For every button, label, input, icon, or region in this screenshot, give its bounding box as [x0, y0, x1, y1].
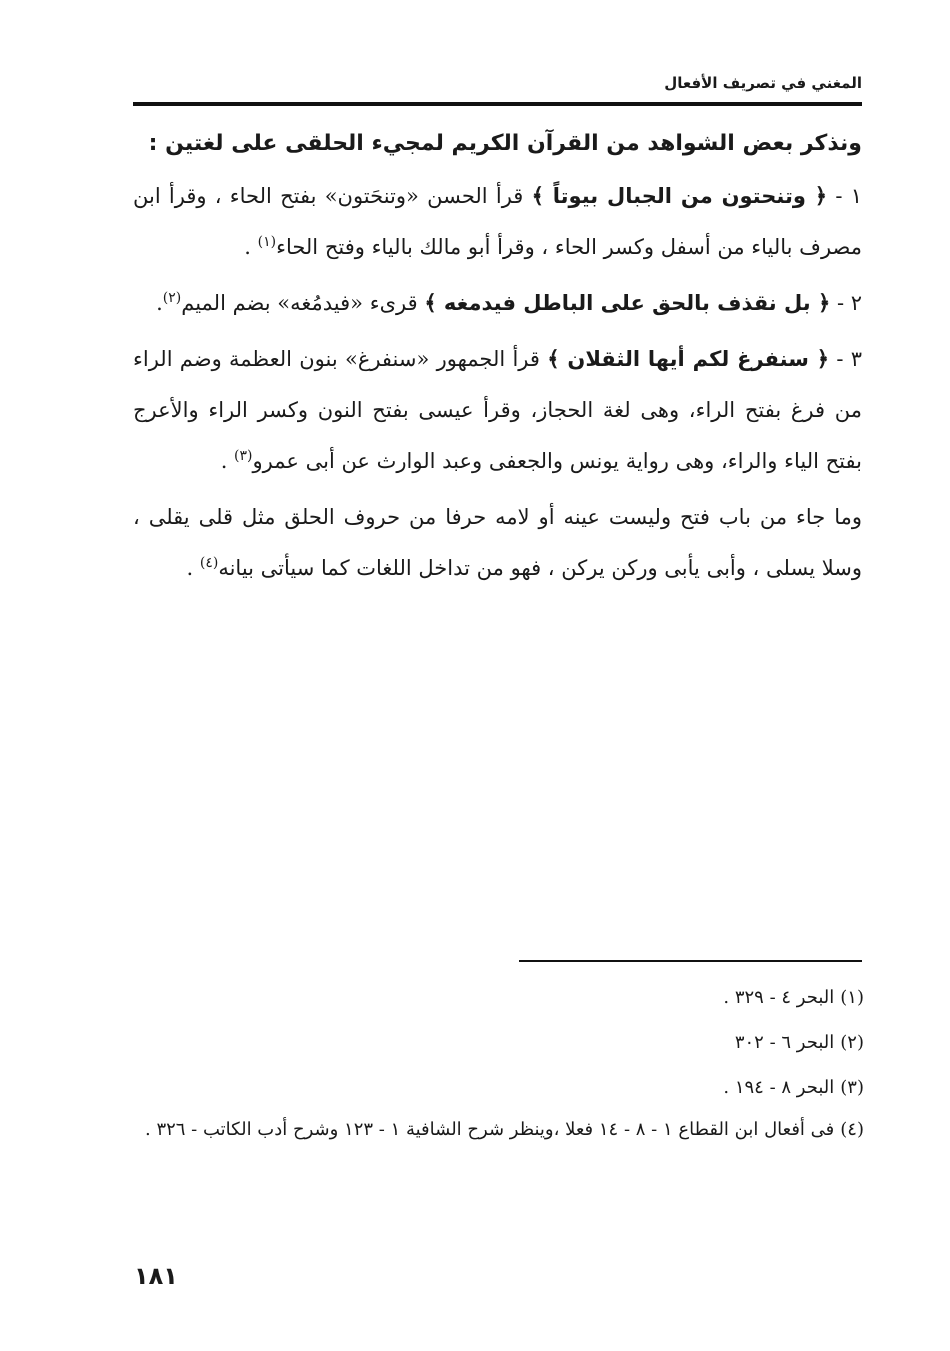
footnote-separator [519, 960, 862, 962]
footnote-reference[interactable]: (٢) [162, 290, 182, 306]
quran-verse: ﴿ بل نقذف بالحق على الباطل فيدمغه ﴾ [424, 291, 831, 315]
footnote-mark: (٤) [840, 1119, 864, 1140]
list-item [133, 171, 862, 273]
header-rule [133, 102, 862, 106]
footnote-text: البحر ٤ - ٣٢٩ . [723, 987, 835, 1008]
footnotes [133, 975, 864, 1150]
main-text [133, 118, 862, 594]
item-end: . [220, 449, 235, 473]
footnote-mark: (١) [840, 987, 864, 1008]
footnote-item [133, 1065, 864, 1110]
footnote-reference[interactable]: (٣) [234, 448, 253, 464]
footnote-reference[interactable]: (١) [257, 234, 277, 250]
footnote-item [133, 1110, 864, 1150]
list-item [133, 278, 862, 329]
running-header-title: المغني في تصريف الأفعال [664, 74, 862, 92]
closing-text: وما جاء من باب فتح وليست عينه أو لامه حرفا من حروف الحلق مثل قلى يقلى ، وسلا يسلى ، وأبى يأبى وركن يركن ، فهو من تداخل اللغات كما سيأتى بيانه [133, 505, 862, 580]
footnote-reference[interactable]: (٤) [199, 555, 219, 571]
footnote-mark: (٢) [840, 1032, 864, 1053]
item-number: ٣ - [836, 347, 862, 371]
quran-verse: ﴿ وتنحتون من الجبال بيوتاً ﴾ [531, 184, 828, 208]
footnote-item [133, 975, 864, 1020]
quran-verse: ﴿ سنفرغ لكم أيها الثقلان ﴾ [547, 347, 830, 371]
item-number: ١ - [835, 184, 862, 208]
item-number: ٢ - [836, 291, 862, 315]
item-end: . [156, 291, 163, 315]
closing-paragraph [133, 492, 862, 594]
footnote-text: فى أفعال ابن القطاع ١ - ٨ - ١٤ فعلا ،وينظر شرح الشافية ١ - ١٢٣ وشرح أدب الكاتب - ٣٢٦ . [144, 1119, 835, 1140]
intro-paragraph: ونذكر بعض الشواهد من القرآن الكريم لمجيء الحلقى على لغتين : [148, 131, 862, 156]
footnote-text: البحر ٦ - ٣٠٢ [734, 1032, 835, 1053]
footnote-item [133, 1020, 864, 1065]
closing-end: . [186, 556, 200, 580]
item-text: قرأ الحسن «وتنحَتون» بفتح الحاء ، وقرأ ابن مصرف بالياء من أسفل وكسر الحاء ، وقرأ أبو مالك بالياء وفتح الحاء [133, 184, 862, 259]
item-end: . [244, 235, 258, 259]
item-text: قرأ الجمهور «سنفرغ» بنون العظمة وضم الراء من فرغ بفتح الراء، وهى لغة الحجاز، وقرأ عيسى بفتح النون وكسر الراء والأعرج بفتح الياء والراء، وهى رواية يونس والجعفى وعبد الوارث عن أبى عمرو [133, 347, 862, 473]
footnote-mark: (٣) [840, 1077, 864, 1098]
list-item [133, 334, 862, 487]
item-text: قرىء «فيدمُغه» بضم الميم [181, 291, 425, 315]
footnote-text: البحر ٨ - ١٩٤ . [723, 1077, 835, 1098]
page-number: ١٨١ [134, 1262, 178, 1290]
